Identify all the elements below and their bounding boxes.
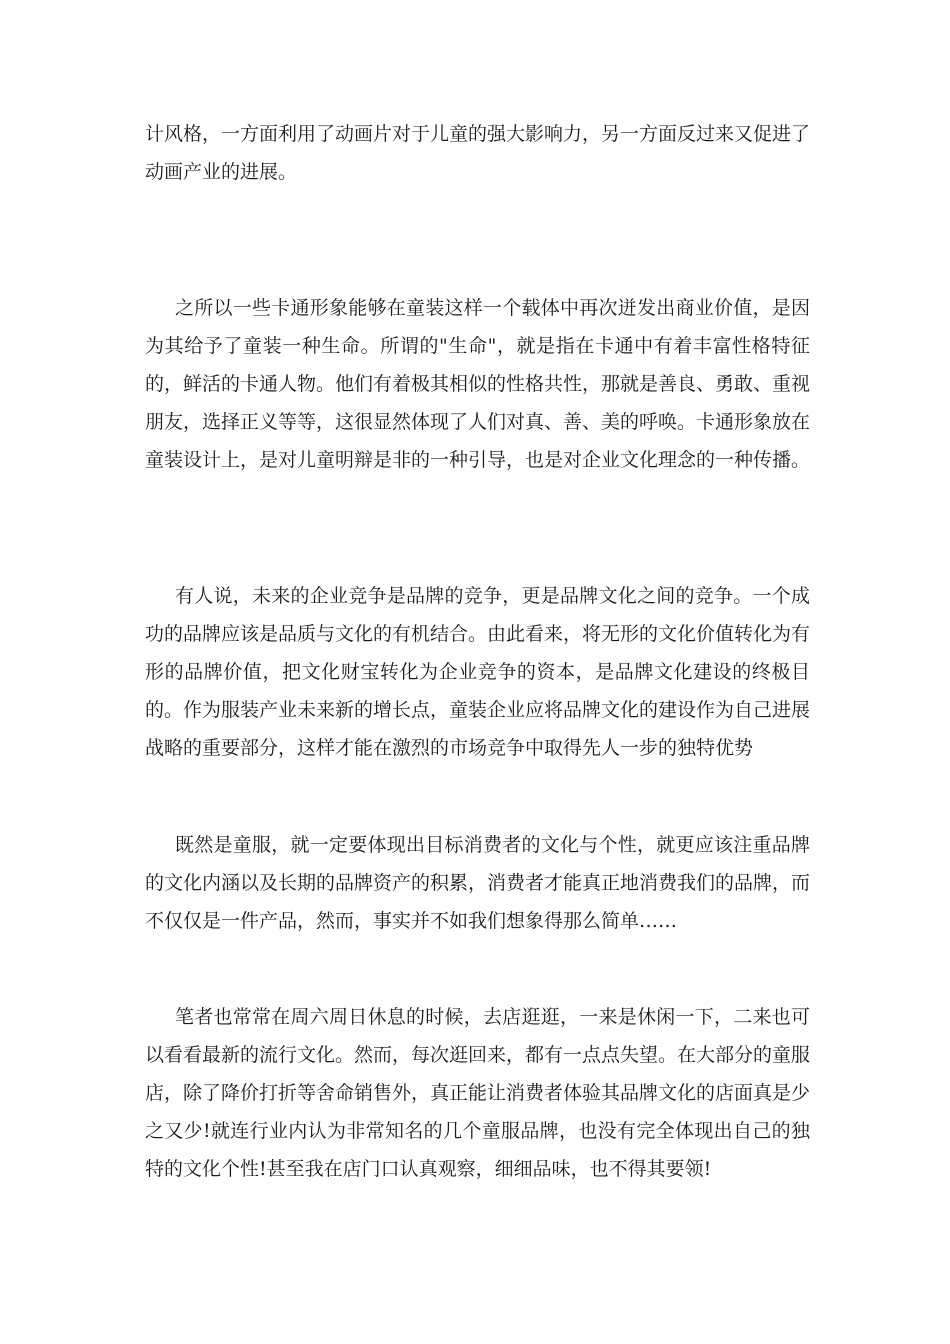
paragraph-author-observation: 笔者也常常在周六周日休息的时候，去店逛逛，一来是休闲一下，二来也可以看看最新的流行文化。然而，每次逛回来，都有一点点失望。在大部分的童服店，除了降价打折等舍命销售外，真正能让消费者体验其品牌文化的店面真是少之又少!就连行业内认为非常知名的几个童服品牌，也没有完全体现出自己的独特的文化个性!甚至我在店门口认真观察，细细品味，也不得其要领! — [145, 1006, 811, 1180]
paragraph-continuation: 计风格，一方面利用了动画片对于儿童的强大影响力，另一方面反过来又促进了动画产业的进展。 — [145, 123, 811, 183]
paragraph-childrens-wear: 既然是童服，就一定要体现出目标消费者的文化与个性，就更应该注重品牌的文化内涵以及长期的品牌资产的积累，消费者才能真正地消费我们的品牌，而不仅仅是一件产品，然而，事实并不如我们想象得那么简单…… — [145, 834, 811, 932]
paragraph-cartoon-value: 之所以一些卡通形象能够在童装这样一个载体中再次迸发出商业价值，是因为其给予了童装一种生命。所谓的"生命"，就是指在卡通中有着丰富性格特征的，鲜活的卡通人物。他们有着极其相似的性格共性，那就是善良、勇敢、重视朋友，选择正义等等，这很显然体现了人们对真、善、美的呼唤。卡通形象放在童装设计上，是对儿童明辩是非的一种引导，也是对企业文化理念的一种传播。 — [145, 297, 811, 471]
paragraph-brand-competition: 有人说，未来的企业竞争是品牌的竞争，更是品牌文化之间的竞争。一个成功的品牌应该是品质与文化的有机结合。由此看来，将无形的文化价值转化为有形的品牌价值，把文化财宝转化为企业竞争的资本，是品牌文化建设的终极目的。作为服装产业未来新的增长点，童装企业应将品牌文化的建设作为自己进展战略的重要部分，这样才能在激烈的市场竞争中取得先人一步的独特优势 — [145, 585, 811, 759]
